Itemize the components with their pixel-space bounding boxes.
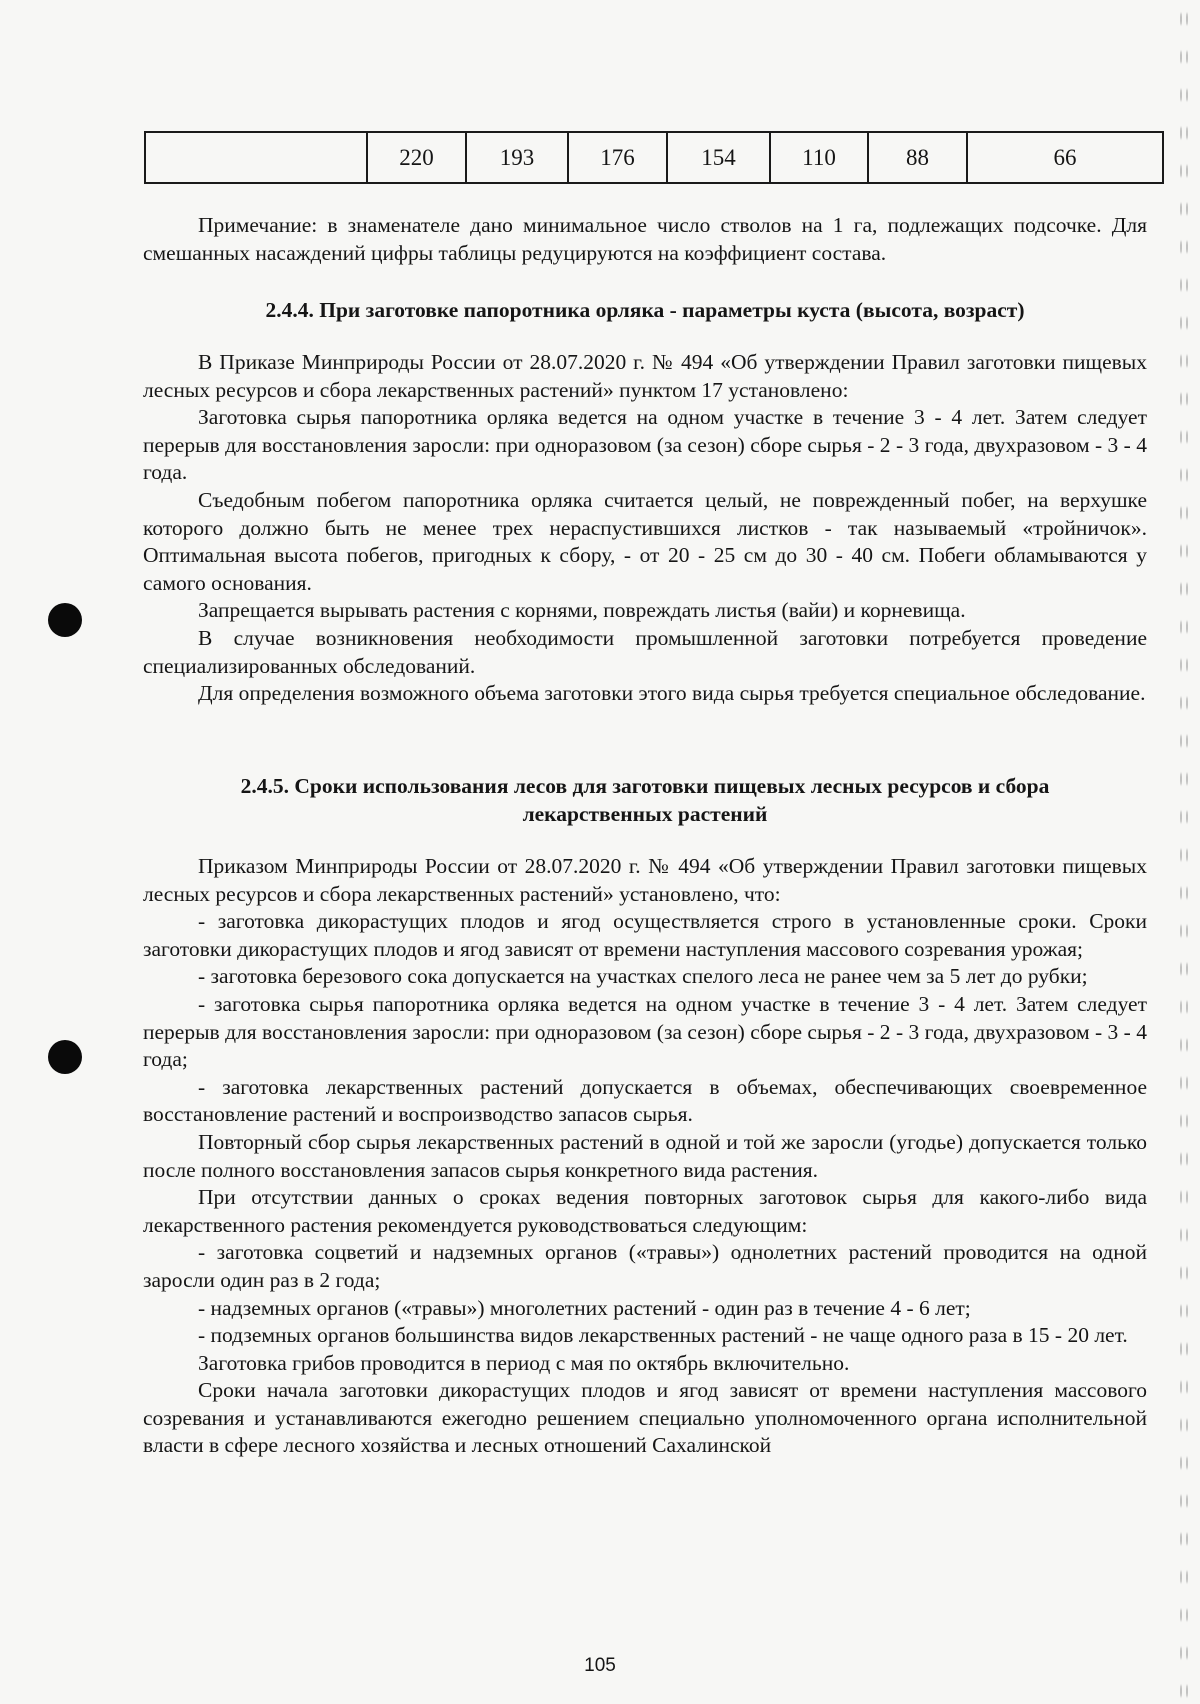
paragraph: Приказом Минприроды России от 28.07.2020 г. № 494 «Об утверждении Правил заготовки пищевых лесных ресурсов и сбора лекарственных растений» установлено, что: xyxy=(143,854,1147,906)
list-item: - заготовка сырья папоротника орляка ведется на одном участке в течение 3 - 4 лет. Затем следует перерыв для восстановления заросли: при одноразовом (за сезон) сборе сырья - 2 - 3 года, двухразовом - 3 - 4 года; xyxy=(143,991,1147,1072)
paragraph: Запрещается вырывать растения с корнями, повреждать листья (вайи) и корневища. xyxy=(198,598,966,623)
list-item: - заготовка дикорастущих плодов и ягод осуществляется строго в установленные сроки. Сроки заготовки дикорастущих плодов и ягод зависят от времени наступления массового созревания урожая; xyxy=(143,909,1147,961)
punch-hole xyxy=(48,603,82,637)
paragraph: В случае возникновения необходимости промышленной заготовки потребуется проведение специализированных обследований. xyxy=(143,625,1147,678)
values-table xyxy=(144,131,1164,184)
punch-hole xyxy=(48,1040,82,1074)
paragraph: Повторный сбор сырья лекарственных растений в одной и той же заросли (угодье) допускается только после полного восстановления запасов сырья конкретного вида растения. xyxy=(143,1129,1147,1182)
paragraph: Заготовка сырья папоротника орляка ведется на одном участке в течение 3 - 4 лет. Затем следует перерыв для восстановления заросли: при одноразовом (за сезон) сборе сырья - 2 - 3 года, двухразовом - 3 - 4 года. xyxy=(143,405,1147,485)
paragraph: Съедобным побегом папоротника орляка считается целый, не поврежденный побег, на верхушке которого должно быть не менее трех нераспустившихся листков - так называемый «тройничок». Оптимальная высота побегов, пригодных к сбору, - от 20 - 25 см до 30 - 40 см. Побеги обламываются у самого основания. xyxy=(143,487,1147,595)
section-heading-2-4-4: 2.4.4. При заготовке папоротника орляка - параметры куста (высота, возраст) xyxy=(265,298,1025,322)
paragraph: Для определения возможного объема заготовки этого вида сырья требуется специальное обследование. xyxy=(198,681,1146,706)
table-cell: 220 xyxy=(367,132,466,183)
section-body-2-4-5 xyxy=(143,853,1147,1460)
table-row xyxy=(145,132,1163,183)
page-number: 105 xyxy=(584,1655,616,1676)
section-body-2-4-4 xyxy=(143,349,1147,708)
table-cell xyxy=(145,132,367,183)
list-item: - подземных органов большинства видов лекарственных растений - не чаще одного раза в 15 - 20 лет. xyxy=(198,1323,1128,1348)
list-item: - заготовка лекарственных растений допускается в объемах, обеспечивающих своевременное восстановление растений и воспроизводство запасов сырья. xyxy=(143,1074,1147,1127)
table-cell: 110 xyxy=(770,132,868,183)
paragraph: Сроки начала заготовки дикорастущих плодов и ягод зависят от времени наступления массового созревания и устанавливаются ежегодно решением специально уполномоченного органа исполнительной власти в сфере лесного хозяйства и лесных отношений Сахалинской xyxy=(143,1378,1147,1458)
section-heading-2-4-5: 2.4.5. Сроки использования лесов для заготовки пищевых лесных ресурсов и сбора лекарственных растений xyxy=(240,774,1050,826)
paragraph: Заготовка грибов проводится в период с мая по октябрь включительно. xyxy=(198,1350,850,1375)
table-cell: 193 xyxy=(466,132,568,183)
table-cell: 176 xyxy=(568,132,667,183)
scan-edge-marks xyxy=(1178,0,1190,1704)
table-cell: 66 xyxy=(967,132,1163,183)
table-note xyxy=(143,212,1147,267)
list-item: - заготовка березового сока допускается на участках спелого леса не ранее чем за 5 лет до рубки; xyxy=(198,964,1088,989)
table-cell: 88 xyxy=(868,132,967,183)
list-item: - надземных органов («травы») многолетних растений - один раз в течение 4 - 6 лет; xyxy=(198,1295,971,1320)
note-paragraph: Примечание: в знаменателе дано минимальное число стволов на 1 га, подлежащих подсочке. Для смешанных насаждений цифры таблицы редуцируются на коэффициент состава. xyxy=(143,213,1147,265)
list-item: - заготовка соцветий и надземных органов («травы») однолетних растений проводится на одной заросли один раз в 2 года; xyxy=(143,1240,1147,1292)
paragraph: При отсутствии данных о сроках ведения повторных заготовок сырья для какого-либо вида лекарственного растения рекомендуется руководствоваться следующим: xyxy=(143,1185,1147,1237)
paragraph: В Приказе Минприроды России от 28.07.2020 г. № 494 «Об утверждении Правил заготовки пищевых лесных ресурсов и сбора лекарственных растений» пунктом 17 установлено: xyxy=(143,350,1147,402)
table-cell: 154 xyxy=(667,132,770,183)
